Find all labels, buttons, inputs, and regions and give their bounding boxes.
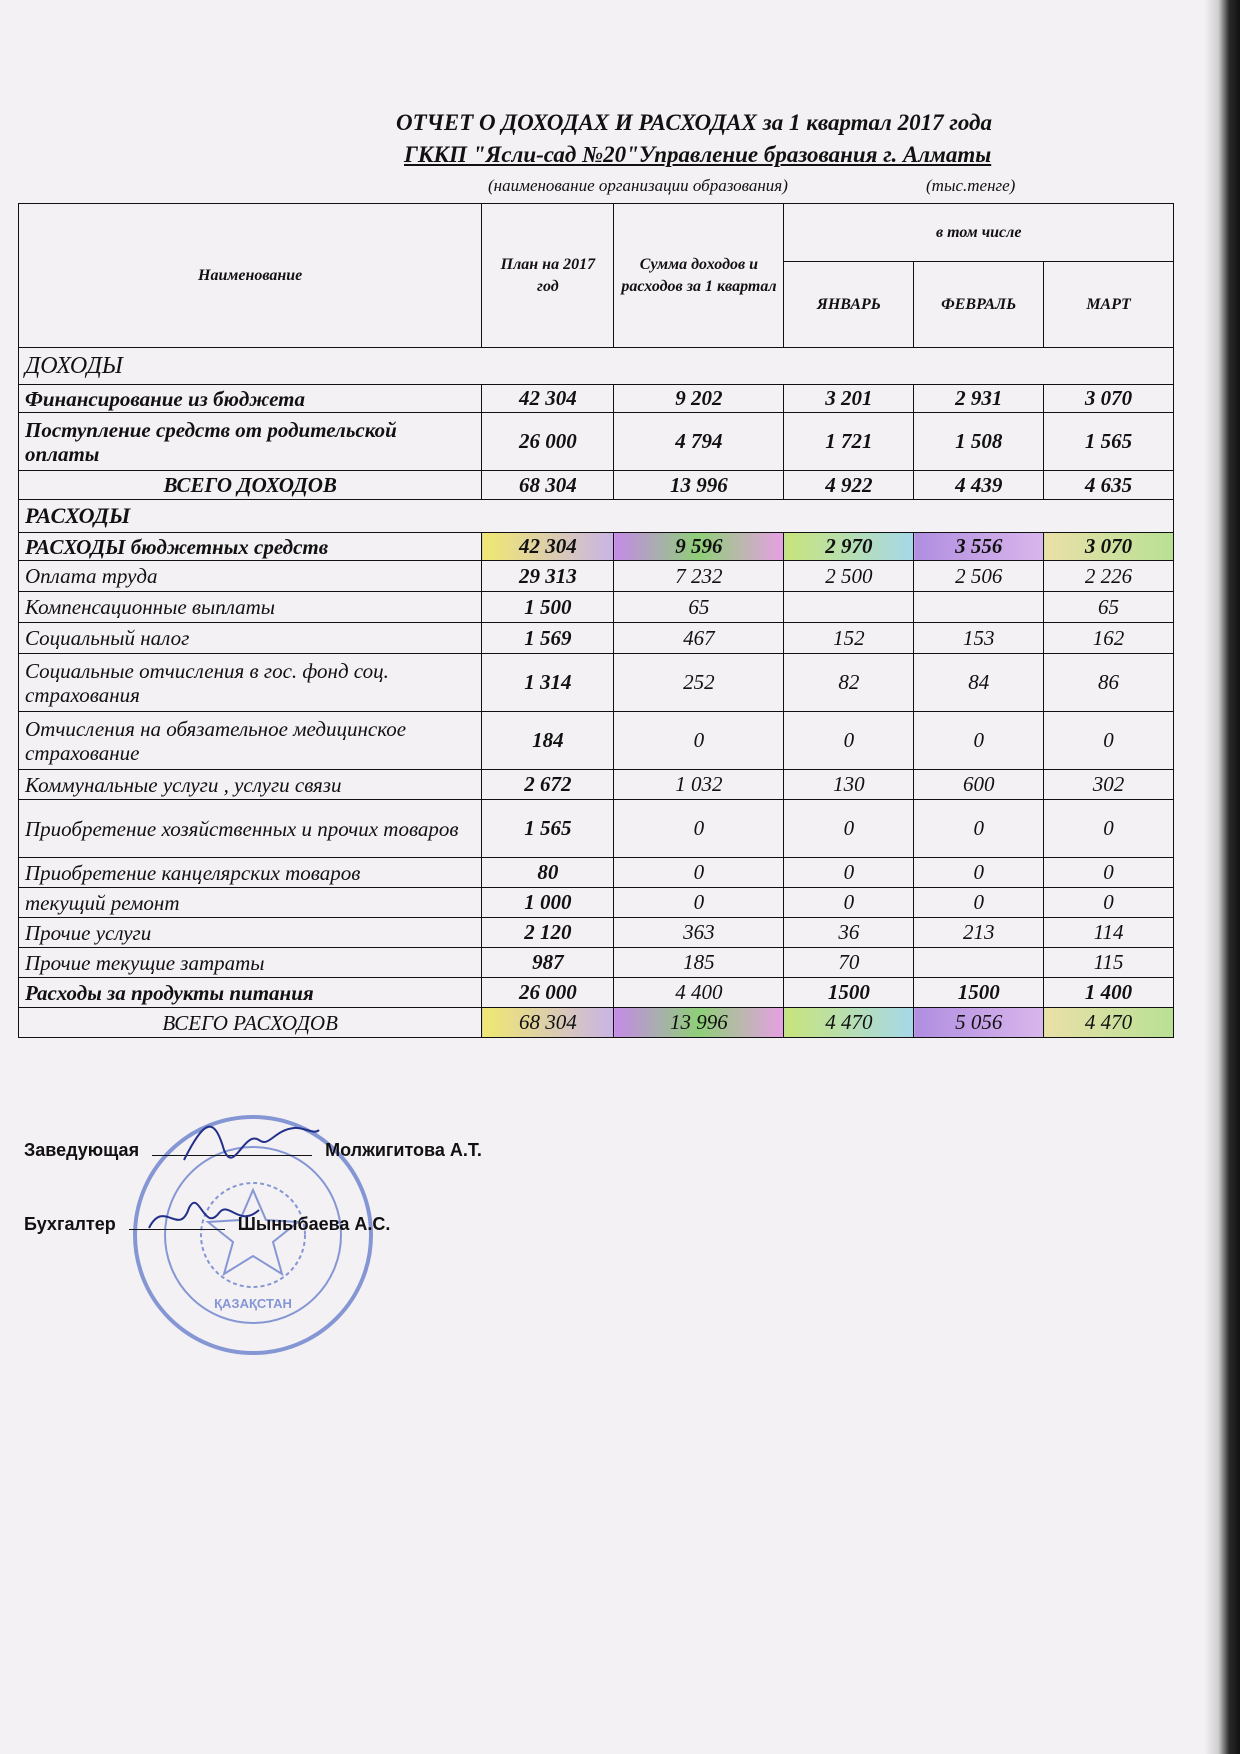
row-name: Оплата труда [19, 561, 482, 592]
table-row [19, 948, 1174, 978]
cell-feb [914, 948, 1044, 978]
cell-sum: 7 232 [614, 561, 784, 592]
table-row [19, 712, 1174, 770]
col-name-header: Наименование [19, 204, 482, 348]
cell-plan: 987 [482, 948, 614, 978]
income-section-title: ДОХОДЫ [19, 348, 1174, 385]
row-name: Приобретение канцелярских товаров [19, 858, 482, 888]
row-name: Социальный налог [19, 623, 482, 654]
cell-plan: 2 120 [482, 918, 614, 948]
cell-plan: 42 304 [482, 533, 614, 561]
row-name: Прочие текущие затраты [19, 948, 482, 978]
cell-plan: 80 [482, 858, 614, 888]
cell-jan: 0 [784, 888, 914, 918]
cell-jan: 82 [784, 654, 914, 712]
cell-feb: 5 056 [914, 1008, 1044, 1038]
cell-sum: 0 [614, 858, 784, 888]
cell-jan: 36 [784, 918, 914, 948]
cell-jan: 0 [784, 858, 914, 888]
cell-jan: 4 470 [784, 1008, 914, 1038]
cell-feb: 153 [914, 623, 1044, 654]
cell-feb: 600 [914, 770, 1044, 800]
row-name: Расходы за продукты питания [19, 978, 482, 1008]
cell-plan: 2 672 [482, 770, 614, 800]
cell-mar: 3 070 [1044, 533, 1174, 561]
cell-plan: 1 569 [482, 623, 614, 654]
cell-mar: 65 [1044, 592, 1174, 623]
head-role: Заведующая [24, 1140, 140, 1160]
organization-name: ГККП "Ясли-сад №20"Управление бразования г. Алматы [404, 142, 992, 167]
cell-feb [914, 592, 1044, 623]
cell-mar: 162 [1044, 623, 1174, 654]
cell-jan: 1 721 [784, 413, 914, 471]
head-name: Молжигитова А.Т. [325, 1140, 482, 1160]
row-name: Социальные отчисления в гос. фонд соц. страхования [19, 654, 482, 712]
cell-sum: 467 [614, 623, 784, 654]
cell-jan: 2 500 [784, 561, 914, 592]
cell-feb: 0 [914, 712, 1044, 770]
cell-plan: 1 565 [482, 800, 614, 858]
row-name: РАСХОДЫ бюджетных средств [19, 533, 482, 561]
cell-jan: 1500 [784, 978, 914, 1008]
cell-feb: 3 556 [914, 533, 1044, 561]
cell-mar: 2 226 [1044, 561, 1174, 592]
cell-mar: 0 [1044, 712, 1174, 770]
cell-sum: 9 202 [614, 385, 784, 413]
cell-sum: 9 596 [614, 533, 784, 561]
cell-plan: 1 500 [482, 592, 614, 623]
cell-plan: 26 000 [482, 978, 614, 1008]
table-row [19, 770, 1174, 800]
cell-plan: 26 000 [482, 413, 614, 471]
table-row [19, 413, 1174, 471]
cell-sum: 0 [614, 800, 784, 858]
cell-sum: 0 [614, 888, 784, 918]
table-row [19, 654, 1174, 712]
row-name: ВСЕГО ДОХОДОВ [19, 471, 482, 500]
col-feb-header: ФЕВРАЛЬ [914, 262, 1044, 348]
cell-sum: 13 996 [614, 1008, 784, 1038]
accountant-signature-stroke [149, 1203, 259, 1228]
cell-jan: 70 [784, 948, 914, 978]
income-section-row [19, 348, 1174, 385]
col-plan-header: План на 2017 год [482, 204, 614, 348]
units-caption: (тыс.тенге) [926, 176, 1016, 195]
cell-sum: 13 996 [614, 471, 784, 500]
cell-mar: 4 635 [1044, 471, 1174, 500]
cell-plan: 68 304 [482, 1008, 614, 1038]
cell-mar: 115 [1044, 948, 1174, 978]
food-row [19, 978, 1174, 1008]
cell-mar: 1 565 [1044, 413, 1174, 471]
row-name: текущий ремонт [19, 888, 482, 918]
row-name: Приобретение хозяйственных и прочих товаров [19, 800, 482, 858]
cell-feb: 2 506 [914, 561, 1044, 592]
cell-sum: 4 400 [614, 978, 784, 1008]
accountant-signature-scribble [144, 1188, 264, 1248]
cell-jan: 2 970 [784, 533, 914, 561]
income-total-row [19, 471, 1174, 500]
table-row [19, 592, 1174, 623]
cell-feb: 213 [914, 918, 1044, 948]
cell-plan: 29 313 [482, 561, 614, 592]
cell-jan: 0 [784, 712, 914, 770]
expense-total-row [19, 1008, 1174, 1038]
cell-feb: 1 508 [914, 413, 1044, 471]
scan-edge [1204, 0, 1240, 1754]
cell-sum: 185 [614, 948, 784, 978]
cell-feb: 0 [914, 800, 1044, 858]
cell-mar: 4 470 [1044, 1008, 1174, 1038]
row-name: ВСЕГО РАСХОДОВ [19, 1008, 482, 1038]
cell-plan: 42 304 [482, 385, 614, 413]
row-name: Финансирование из бюджета [19, 385, 482, 413]
cell-feb: 0 [914, 858, 1044, 888]
table-row [19, 623, 1174, 654]
organization-caption: (наименование организации образования) [488, 176, 788, 195]
table-row [19, 561, 1174, 592]
cell-mar: 1 400 [1044, 978, 1174, 1008]
row-name: Поступление средств от родительской оплаты [19, 413, 482, 471]
cell-sum: 65 [614, 592, 784, 623]
cell-mar: 0 [1044, 800, 1174, 858]
cell-mar: 86 [1044, 654, 1174, 712]
stamp-text: ҚАЗАҚСТАН [214, 1296, 292, 1311]
cell-feb: 0 [914, 888, 1044, 918]
table-row [19, 918, 1174, 948]
table-row [19, 858, 1174, 888]
cell-feb: 1500 [914, 978, 1044, 1008]
cell-sum: 4 794 [614, 413, 784, 471]
cell-mar: 3 070 [1044, 385, 1174, 413]
cell-sum: 363 [614, 918, 784, 948]
row-name: Компенсационные выплаты [19, 592, 482, 623]
row-name: Отчисления на обязательное медицинское страхование [19, 712, 482, 770]
expense-section-row [19, 500, 1174, 533]
accountant-role: Бухгалтер [24, 1214, 116, 1234]
head-signature-scribble [174, 1110, 324, 1180]
header-row [19, 204, 1174, 262]
table-row [19, 385, 1174, 413]
cell-plan: 184 [482, 712, 614, 770]
cell-jan: 0 [784, 800, 914, 858]
cell-jan: 3 201 [784, 385, 914, 413]
report-title: ОТЧЕТ О ДОХОДАХ И РАСХОДАХ за 1 квартал 2017 года [396, 110, 992, 135]
cell-mar: 114 [1044, 918, 1174, 948]
col-including-header: в том числе [784, 204, 1174, 262]
expense-budget-row [19, 533, 1174, 561]
cell-feb: 2 931 [914, 385, 1044, 413]
table-row [19, 800, 1174, 858]
cell-plan: 1 314 [482, 654, 614, 712]
col-jan-header: ЯНВАРЬ [784, 262, 914, 348]
accountant-name: Шыныбаева А.С. [237, 1214, 391, 1234]
cell-mar: 0 [1044, 888, 1174, 918]
cell-feb: 84 [914, 654, 1044, 712]
row-name: Прочие услуги [19, 918, 482, 948]
row-name: Коммунальные услуги , услуги связи [19, 770, 482, 800]
cell-jan: 130 [784, 770, 914, 800]
table-row [19, 888, 1174, 918]
cell-mar: 0 [1044, 858, 1174, 888]
col-mar-header: МАРТ [1044, 262, 1174, 348]
cell-plan: 68 304 [482, 471, 614, 500]
cell-sum: 0 [614, 712, 784, 770]
expense-section-title: РАСХОДЫ [19, 500, 1174, 533]
cell-feb: 4 439 [914, 471, 1044, 500]
cell-plan: 1 000 [482, 888, 614, 918]
cell-sum: 1 032 [614, 770, 784, 800]
head-signature-stroke [184, 1127, 319, 1160]
col-sum-header: Сумма доходов и расходов за 1 квартал [614, 204, 784, 348]
cell-sum: 252 [614, 654, 784, 712]
cell-mar: 302 [1044, 770, 1174, 800]
cell-jan [784, 592, 914, 623]
report-table [18, 203, 1174, 1038]
cell-jan: 4 922 [784, 471, 914, 500]
cell-jan: 152 [784, 623, 914, 654]
